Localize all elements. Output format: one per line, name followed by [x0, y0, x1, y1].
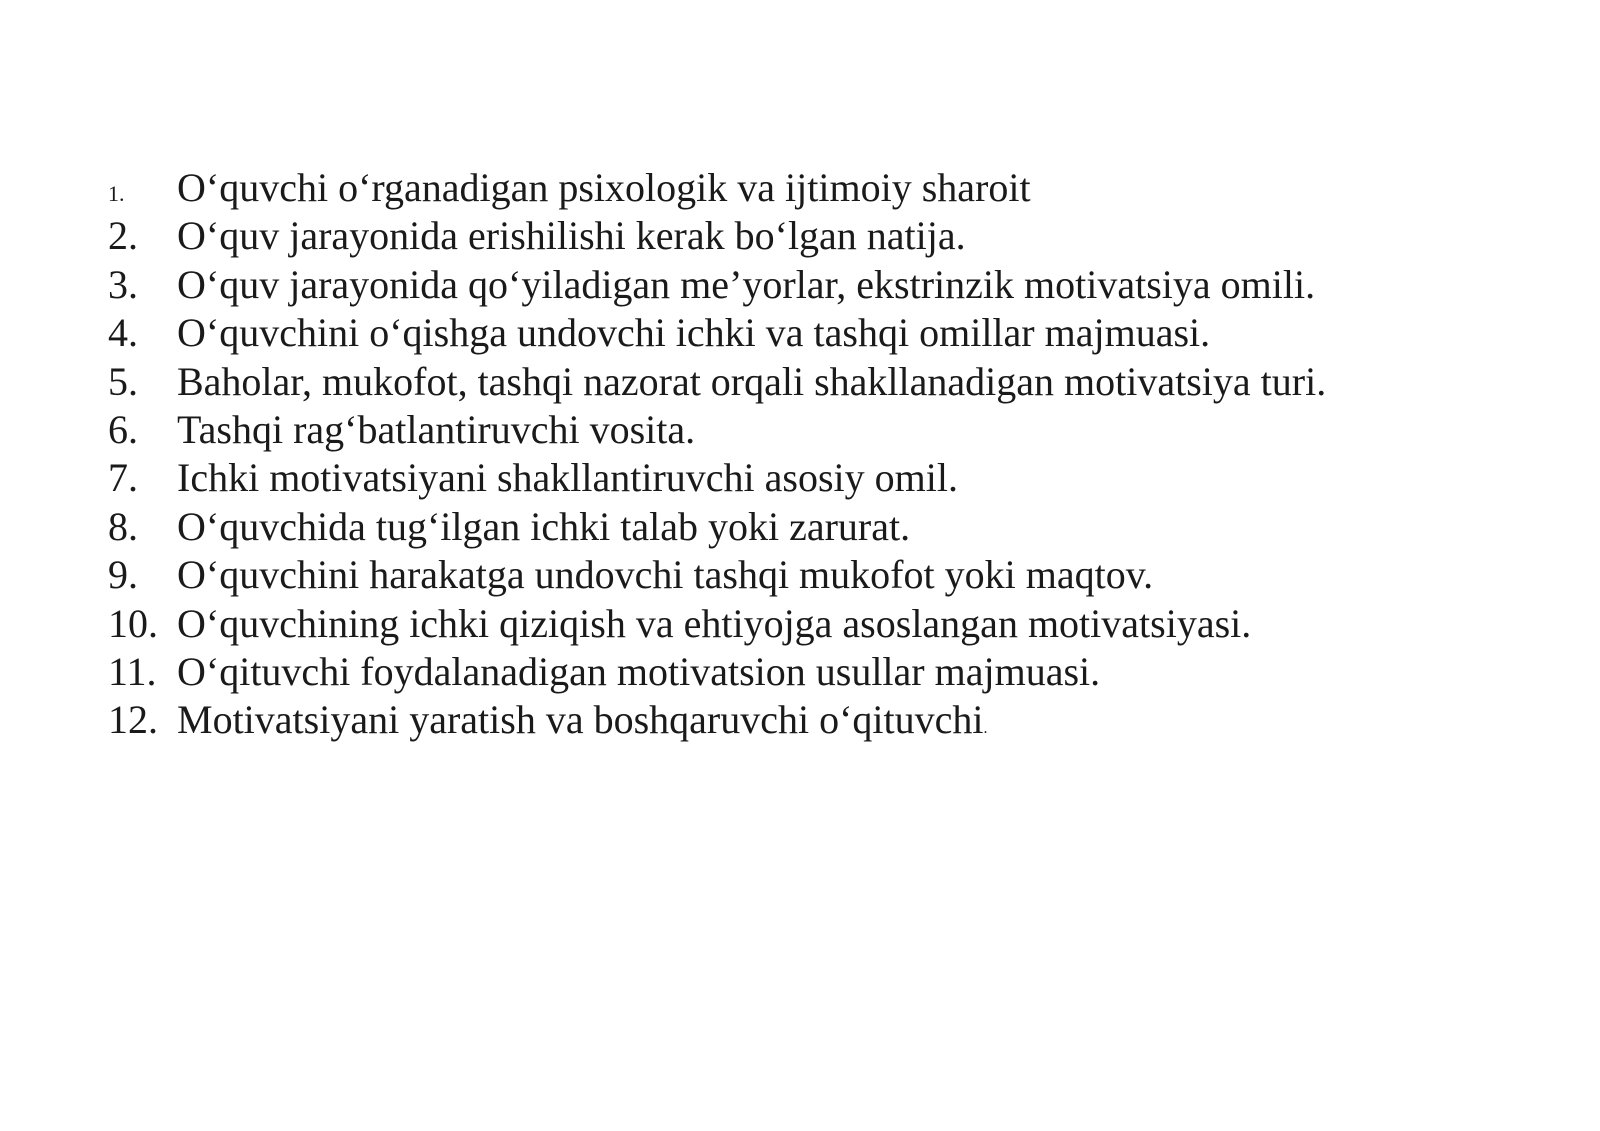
- item-number: 3.: [108, 261, 138, 307]
- list-item-6: [108, 406, 1326, 454]
- list-item-3: [108, 261, 1326, 309]
- list-item-4: [108, 309, 1326, 357]
- item-text: O‘qituvchi foydalanadigan motivatsion usullar majmuasi.: [177, 648, 1101, 694]
- item-text: O‘quv jarayonida erishilishi kerak bo‘lgan natija.: [177, 213, 966, 259]
- item-text: O‘quvchini o‘qishga undovchi ichki va tashqi omillar majmuasi.: [177, 310, 1211, 356]
- list-item-9: [108, 551, 1326, 599]
- item-text-main: Motivatsiyani yaratish va boshqaruvchi o‘qituvchi: [177, 697, 984, 743]
- list-item-1: [108, 164, 1326, 212]
- list-item-10: [108, 600, 1326, 648]
- item-text: O‘quvchida tug‘ilgan ichki talab yoki zarurat.: [177, 503, 911, 549]
- item-number: 5.: [108, 358, 138, 404]
- item-number: 8.: [108, 503, 138, 549]
- item-text: O‘quv jarayonida qo‘yiladigan me’yorlar, ekstrinzik motivatsiya omili.: [177, 261, 1316, 307]
- list-item-11: [108, 648, 1326, 696]
- list-item-2: [108, 212, 1326, 260]
- item-number: 9.: [108, 552, 138, 598]
- item-number: 11.: [108, 648, 157, 694]
- list-item-7: [108, 454, 1326, 502]
- item-number: 1.: [108, 181, 125, 206]
- item-text: O‘quvchini harakatga undovchi tashqi mukofot yoki maqtov.: [177, 552, 1154, 598]
- item-number: 12.: [108, 697, 158, 743]
- item-number: 2.: [108, 213, 138, 259]
- item-text: Tashqi rag‘batlantiruvchi vosita.: [177, 406, 696, 452]
- list-item-5: [108, 358, 1326, 406]
- item-text: O‘quvchining ichki qiziqish va ehtiyojga asoslangan motivatsiyasi.: [177, 600, 1252, 646]
- item-number: 7.: [108, 455, 138, 501]
- list-item-12: [108, 696, 1326, 744]
- item-number: 4.: [108, 310, 138, 356]
- item-text-trailing-period: .: [983, 720, 988, 738]
- item-text: O‘quvchi o‘rganadigan psixologik va ijtimoiy sharoit: [177, 165, 1031, 210]
- item-number: 10.: [108, 600, 158, 646]
- list-item-8: [108, 503, 1326, 551]
- item-text: [177, 696, 988, 753]
- item-number: 6.: [108, 406, 138, 452]
- numbered-list: [108, 164, 1326, 745]
- item-text: Ichki motivatsiyani shakllantiruvchi asosiy omil.: [177, 455, 958, 501]
- item-text: Baholar, mukofot, tashqi nazorat orqali shakllanadigan motivatsiya turi.: [177, 358, 1327, 404]
